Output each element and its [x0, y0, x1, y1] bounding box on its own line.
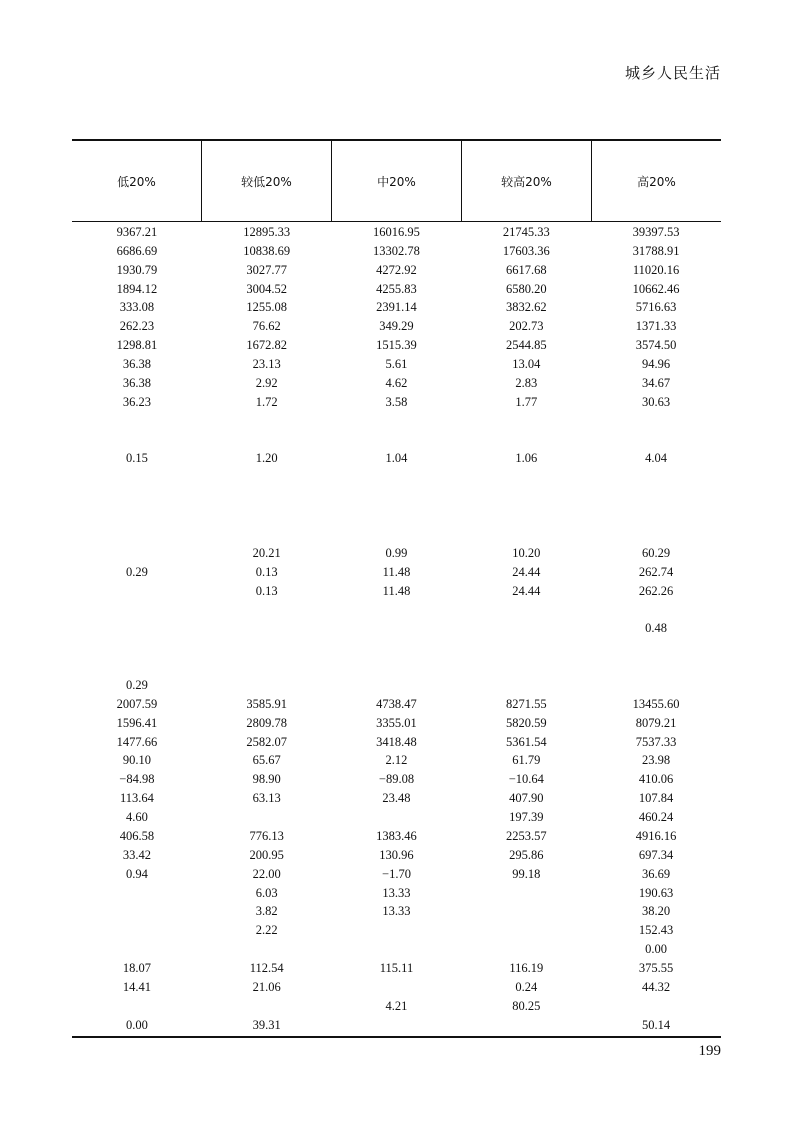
table-cell: 9367.21: [116, 224, 158, 239]
table-row: [72, 412, 721, 431]
table-cell: 44.32: [642, 979, 671, 994]
table-cell: 6686.69: [116, 243, 158, 258]
table-cell: 0.00: [645, 942, 668, 957]
table-cell: 24.44: [512, 583, 541, 598]
table-cell: 13.04: [512, 357, 541, 372]
table-cell: 2.22: [255, 923, 278, 938]
table-cell: −89.08: [378, 772, 415, 787]
table-cell: 2.92: [255, 375, 278, 390]
table-row: [72, 431, 721, 450]
table-cell: 295.86: [509, 847, 544, 862]
table-cell: 0.29: [125, 677, 148, 692]
table-cell: 4.62: [385, 375, 408, 390]
table-cell: 0.15: [125, 451, 148, 466]
table-cell: 0.13: [255, 583, 278, 598]
table-cell: 5.61: [385, 357, 408, 372]
table-row: [72, 921, 721, 940]
table-cell: 98.90: [252, 772, 281, 787]
table-cell: 13302.78: [373, 243, 420, 258]
table-cell: 262.23: [119, 319, 155, 334]
table-row: [72, 242, 721, 261]
table-cell: 11.48: [382, 583, 411, 598]
table-cell: 5716.63: [635, 300, 677, 315]
table-cell: 202.73: [509, 319, 544, 334]
page-number: 199: [698, 1043, 721, 1059]
table-cell: 2007.59: [116, 696, 158, 711]
table-cell: 61.79: [512, 753, 541, 768]
table-cell: 6.03: [255, 885, 278, 900]
table-row: [72, 280, 721, 299]
table-cell: 11020.16: [632, 262, 680, 277]
table-row: [72, 336, 721, 355]
table-cell: 116.19: [509, 961, 544, 976]
table-cell: −1.70: [382, 866, 411, 881]
table-row: [72, 695, 721, 714]
table-cell: 3355.01: [376, 715, 417, 730]
table-cell: 4.60: [125, 810, 148, 825]
table-body: [72, 222, 721, 1035]
table-cell: 1298.81: [116, 338, 158, 353]
table-cell: 36.23: [122, 394, 151, 409]
column-header: 高20%: [591, 141, 721, 221]
table-row: [72, 299, 721, 318]
column-header: 较低20%: [201, 141, 331, 221]
table-cell: 107.84: [638, 791, 674, 806]
table-row: [72, 317, 721, 336]
table-cell: 39397.53: [632, 224, 680, 239]
table-cell: 5820.59: [505, 715, 547, 730]
table-cell: 0.48: [645, 621, 668, 636]
table-cell: 10.20: [512, 545, 541, 560]
table-cell: 2544.85: [505, 338, 547, 353]
table-cell: 152.43: [638, 923, 674, 938]
table-cell: 94.96: [642, 357, 671, 372]
table-cell: 23.48: [382, 791, 411, 806]
table-row: [72, 770, 721, 789]
table-cell: 31788.91: [632, 243, 680, 258]
column-header: 较高20%: [461, 141, 591, 221]
table-row: [72, 601, 721, 620]
table-cell: 3418.48: [376, 734, 417, 749]
table-row: [72, 487, 721, 506]
table-cell: 2253.57: [505, 828, 547, 843]
table-cell: 1255.08: [246, 300, 287, 315]
table-cell: 375.55: [638, 961, 674, 976]
table-cell: 0.29: [125, 564, 148, 579]
table-cell: 190.63: [638, 885, 674, 900]
table-row: [72, 355, 721, 374]
table-cell: 0.13: [255, 564, 278, 579]
table-row: [72, 374, 721, 393]
table-cell: 460.24: [638, 810, 674, 825]
table-cell: 3004.52: [246, 281, 287, 296]
table-cell: 13.33: [382, 885, 411, 900]
table-row: [72, 959, 721, 978]
table-cell: 1.77: [515, 394, 538, 409]
table-cell: 4916.16: [635, 828, 677, 843]
table-cell: 6617.68: [505, 262, 547, 277]
table-cell: 112.54: [249, 961, 284, 976]
table-cell: 10838.69: [243, 243, 291, 258]
table-cell: 1894.12: [116, 281, 158, 296]
table-cell: 2.12: [385, 753, 408, 768]
column-header: 低20%: [117, 174, 156, 189]
table-row: [72, 714, 721, 733]
table-cell: 16016.95: [373, 224, 420, 239]
table-row: [72, 733, 721, 752]
table-cell: 76.62: [252, 319, 281, 334]
table-row: [72, 846, 721, 865]
table-row: [72, 544, 721, 563]
data-table: [72, 139, 721, 1038]
table-row: [72, 997, 721, 1016]
bottom-rule: [72, 1036, 721, 1038]
table-cell: 3832.62: [505, 300, 547, 315]
table-cell: −10.64: [508, 772, 544, 787]
table-cell: 3585.91: [246, 696, 287, 711]
table-cell: 1477.66: [116, 734, 158, 749]
table-cell: 11.48: [382, 564, 411, 579]
table-cell: 3027.77: [246, 262, 287, 277]
table-cell: 115.11: [379, 961, 414, 976]
running-head: 城乡人民生活: [624, 64, 721, 82]
table-cell: 333.08: [119, 300, 155, 315]
table-cell: 1.04: [385, 451, 408, 466]
table-cell: 24.44: [512, 564, 541, 579]
table-cell: 200.95: [249, 847, 284, 862]
table-cell: 1371.33: [635, 319, 677, 334]
table-cell: −84.98: [119, 772, 155, 787]
table-row: [72, 223, 721, 242]
table-row: [72, 940, 721, 959]
table-cell: 197.39: [509, 810, 544, 825]
table-row: [72, 978, 721, 997]
table-cell: 1383.46: [376, 828, 417, 843]
table-cell: 3574.50: [635, 338, 677, 353]
table-cell: 4.21: [385, 998, 408, 1013]
table-cell: 4272.92: [376, 262, 417, 277]
table-row: [72, 752, 721, 771]
table-cell: 90.10: [122, 753, 151, 768]
table-cell: 2391.14: [376, 300, 417, 315]
column-header: 中20%: [331, 141, 461, 221]
table-row: [72, 582, 721, 601]
table-cell: 2.83: [515, 375, 538, 390]
table-cell: 13.33: [382, 904, 411, 919]
table-cell: 0.00: [125, 1017, 148, 1032]
table-row: [72, 563, 721, 582]
table-cell: 776.13: [249, 828, 284, 843]
table-cell: 22.00: [252, 866, 281, 881]
table-cell: 8271.55: [505, 696, 547, 711]
table-row: [72, 506, 721, 525]
table-cell: 5361.54: [505, 734, 547, 749]
table-cell: 130.96: [379, 847, 414, 862]
table-cell: 13455.60: [632, 696, 680, 711]
table-row: [72, 884, 721, 903]
table-row: [72, 676, 721, 695]
table-row: [72, 393, 721, 412]
table-cell: 1515.39: [376, 338, 417, 353]
table-row: [72, 789, 721, 808]
table-cell: 0.24: [515, 979, 538, 994]
table-cell: 21745.33: [502, 224, 550, 239]
table-row: [72, 865, 721, 884]
table-cell: 113.64: [119, 791, 154, 806]
table-cell: 80.25: [512, 998, 541, 1013]
table-cell: 1.20: [255, 451, 278, 466]
table-header: [72, 141, 721, 222]
table-cell: 262.26: [638, 583, 674, 598]
table-row: [72, 525, 721, 544]
table-cell: 39.31: [252, 1017, 281, 1032]
table-row: [72, 450, 721, 469]
table-cell: 407.90: [509, 791, 544, 806]
table-cell: 262.74: [638, 564, 674, 579]
table-cell: 33.42: [122, 847, 151, 862]
table-cell: 3.58: [385, 394, 408, 409]
table-row: [72, 619, 721, 638]
table-cell: 6580.20: [505, 281, 547, 296]
table-row: [72, 903, 721, 922]
table-cell: 0.99: [385, 545, 408, 560]
table-cell: 1596.41: [116, 715, 158, 730]
table-cell: 50.14: [642, 1017, 671, 1032]
table-row: [72, 827, 721, 846]
table-cell: 4255.83: [376, 281, 417, 296]
table-cell: 2809.78: [246, 715, 287, 730]
table-cell: 4738.47: [376, 696, 417, 711]
table-cell: 1.06: [515, 451, 538, 466]
table-cell: 10662.46: [632, 281, 680, 296]
table-row: [72, 808, 721, 827]
table-cell: 23.13: [252, 357, 281, 372]
table-cell: 36.38: [122, 375, 151, 390]
table-cell: 36.69: [642, 866, 671, 881]
table-row: [72, 468, 721, 487]
table-cell: 99.18: [512, 866, 541, 881]
table-cell: 14.41: [122, 979, 151, 994]
table-cell: 12895.33: [243, 224, 291, 239]
table-cell: 23.98: [642, 753, 671, 768]
table-cell: 349.29: [379, 319, 414, 334]
table-cell: 410.06: [638, 772, 674, 787]
table-cell: 65.67: [252, 753, 281, 768]
table-cell: 21.06: [252, 979, 281, 994]
table-cell: 20.21: [252, 545, 281, 560]
table-cell: 17603.36: [502, 243, 550, 258]
table-cell: 38.20: [642, 904, 671, 919]
table-cell: 2582.07: [246, 734, 287, 749]
table-cell: 0.94: [125, 866, 148, 881]
table-cell: 1672.82: [246, 338, 287, 353]
table-cell: 1.72: [255, 394, 278, 409]
table-row: [72, 261, 721, 280]
table-cell: 1930.79: [116, 262, 158, 277]
table-cell: 406.58: [119, 828, 155, 843]
table-cell: 4.04: [645, 451, 668, 466]
table-cell: 3.82: [255, 904, 278, 919]
table-cell: 18.07: [122, 961, 151, 976]
table-cell: 63.13: [252, 791, 281, 806]
table-row: [72, 657, 721, 676]
table-cell: 36.38: [122, 357, 151, 372]
table-row: [72, 638, 721, 657]
table-cell: 697.34: [638, 847, 674, 862]
table-row: [72, 1016, 721, 1035]
table-cell: 7537.33: [635, 734, 677, 749]
table-cell: 34.67: [642, 375, 671, 390]
table-cell: 60.29: [642, 545, 671, 560]
table-cell: 8079.21: [635, 715, 677, 730]
table-cell: 30.63: [642, 394, 671, 409]
